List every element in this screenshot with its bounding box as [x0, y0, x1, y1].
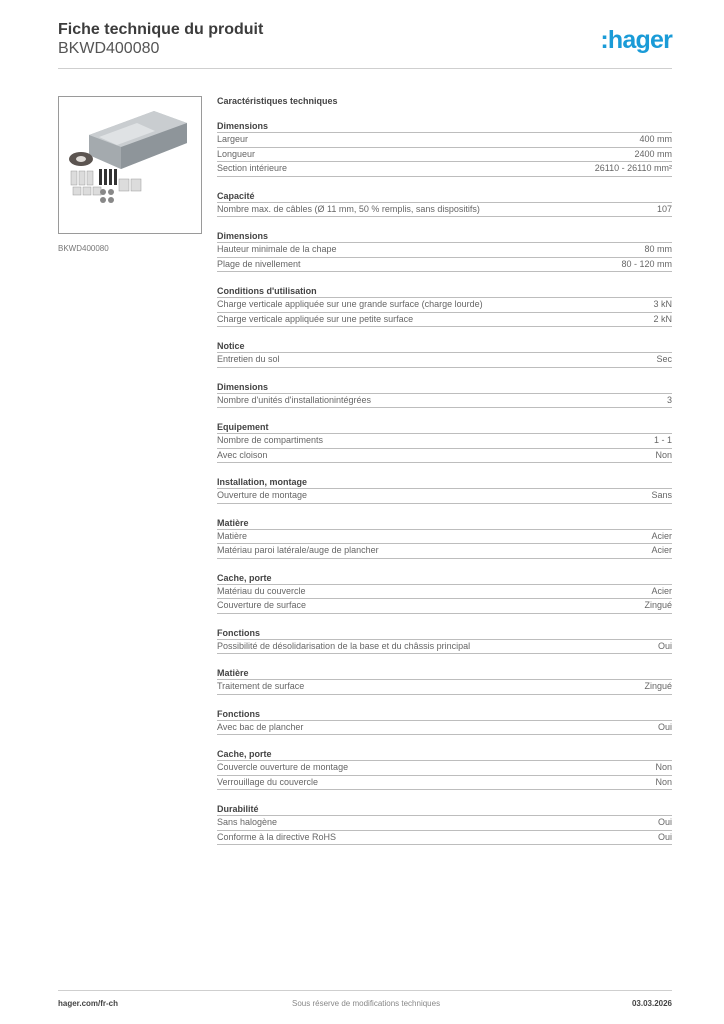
product-image	[58, 96, 202, 234]
spec-label: Hauteur minimale de la chape	[217, 244, 337, 254]
spec-value: Oui	[657, 817, 672, 827]
spec-value: Oui	[657, 831, 672, 842]
spec-label: Charge verticale appliquée sur une petite surface	[217, 313, 414, 324]
spec-label: Possibilité de désolidarisation de la base et du châssis principal	[217, 640, 471, 651]
spec-value: Acier	[651, 585, 672, 596]
page-title: Fiche technique du produit	[58, 21, 264, 38]
spec-group	[217, 663, 672, 695]
spec-label: Matière	[217, 530, 248, 541]
spec-row	[217, 313, 672, 328]
spec-group-title: Conditions d'utilisation	[217, 281, 672, 298]
spec-row	[217, 761, 672, 776]
spec-label: Nombre max. de câbles (Ø 11 mm, 50 % remplis, sans dispositifs)	[217, 203, 480, 214]
group-spacer	[217, 272, 672, 281]
spec-row	[217, 203, 672, 218]
spec-row	[217, 776, 672, 791]
header-divider	[58, 68, 672, 69]
spec-row	[217, 434, 672, 449]
document-date: 03.03.2026	[631, 999, 672, 1008]
spec-row	[217, 640, 672, 655]
spec-group-title: Matière	[217, 663, 672, 680]
spec-group-title: Equipement	[217, 417, 672, 434]
group-spacer	[217, 368, 672, 377]
spec-value: 26110 - 26110 mm²	[594, 163, 672, 173]
spec-label: Verrouillage du couvercle	[217, 776, 319, 787]
spec-group	[217, 799, 672, 845]
spec-group	[217, 281, 672, 327]
spec-label: Couverture de surface	[217, 600, 307, 610]
spec-value: Sans	[651, 490, 672, 500]
spec-row	[217, 816, 672, 831]
spec-group	[217, 744, 672, 790]
spec-group	[217, 116, 672, 177]
spec-group-title: Cache, porte	[217, 744, 672, 761]
spec-row	[217, 243, 672, 258]
spec-group	[217, 336, 672, 368]
spec-group	[217, 186, 672, 218]
group-spacer	[217, 735, 672, 744]
spec-row	[217, 258, 672, 273]
spec-row	[217, 831, 672, 846]
spec-label: Ouverture de montage	[217, 490, 308, 500]
group-spacer	[217, 177, 672, 186]
spec-row	[217, 148, 672, 163]
image-caption: BKWD400080	[58, 244, 109, 253]
spec-row	[217, 530, 672, 545]
spec-label: Largeur	[217, 134, 249, 144]
group-spacer	[217, 695, 672, 704]
spec-value: 3	[666, 394, 672, 405]
spec-label: Avec bac de plancher	[217, 721, 304, 732]
hager-logo: :hager	[600, 26, 672, 54]
spec-label: Nombre de compartiments	[217, 435, 324, 445]
spec-group	[217, 568, 672, 614]
spec-value: Oui	[657, 721, 672, 732]
group-spacer	[217, 790, 672, 799]
group-spacer	[217, 327, 672, 336]
spec-label: Section intérieure	[217, 163, 288, 173]
spec-row	[217, 162, 672, 177]
spec-value: 80 mm	[644, 244, 672, 254]
spec-value: Non	[655, 762, 672, 772]
disclaimer: Sous réserve de modifications techniques	[292, 999, 441, 1008]
spec-group	[217, 226, 672, 272]
technical-specs	[217, 96, 672, 845]
spec-row	[217, 599, 672, 614]
spec-group	[217, 623, 672, 655]
spec-value: 80 - 120 mm	[621, 258, 672, 269]
spec-group-title: Dimensions	[217, 226, 672, 243]
spec-label: Charge verticale appliquée sur une grande surface (charge lourde)	[217, 299, 483, 309]
website-link[interactable]: hager.com/fr-ch	[58, 999, 119, 1008]
spec-row	[217, 544, 672, 559]
spec-row	[217, 394, 672, 409]
spec-value: 2400 mm	[634, 148, 672, 159]
spec-groups	[217, 116, 672, 845]
spec-label: Traitement de surface	[217, 681, 305, 691]
spec-label: Conforme à la directive RoHS	[217, 831, 337, 842]
spec-group-title: Capacité	[217, 186, 672, 203]
spec-value: Zingué	[644, 681, 672, 691]
spec-value: 3 kN	[653, 299, 672, 309]
spec-label: Nombre d'unités d'installationintégrées	[217, 394, 372, 405]
spec-row	[217, 353, 672, 368]
spec-group-title: Cache, porte	[217, 568, 672, 585]
spec-row	[217, 489, 672, 504]
spec-value: Oui	[657, 640, 672, 651]
spec-row	[217, 721, 672, 736]
spec-group-title: Dimensions	[217, 377, 672, 394]
spec-group	[217, 513, 672, 559]
spec-label: Entretien du sol	[217, 354, 280, 364]
spec-group-title: Durabilité	[217, 799, 672, 816]
product-illustration-icon	[59, 97, 201, 233]
spec-label: Avec cloison	[217, 449, 268, 460]
spec-value: 1 - 1	[653, 435, 672, 445]
product-code: BKWD400080	[58, 40, 160, 57]
spec-row	[217, 449, 672, 464]
group-spacer	[217, 463, 672, 472]
spec-group-title: Dimensions	[217, 116, 672, 133]
spec-label: Matériau du couvercle	[217, 585, 306, 596]
spec-value: Sec	[656, 354, 672, 364]
spec-value: Acier	[651, 530, 672, 541]
spec-row	[217, 298, 672, 313]
page-header	[58, 20, 672, 70]
spec-row	[217, 133, 672, 148]
group-spacer	[217, 408, 672, 417]
spec-group-title: Fonctions	[217, 623, 672, 640]
spec-label: Couvercle ouverture de montage	[217, 762, 349, 772]
group-spacer	[217, 559, 672, 568]
spec-value: 400 mm	[639, 134, 672, 144]
group-spacer	[217, 217, 672, 226]
group-spacer	[217, 504, 672, 513]
spec-row	[217, 585, 672, 600]
spec-value: Non	[655, 449, 672, 460]
footer-divider	[58, 990, 672, 991]
group-spacer	[217, 614, 672, 623]
spec-value: Non	[655, 776, 672, 787]
spec-group-title: Notice	[217, 336, 672, 353]
spec-label: Longueur	[217, 148, 256, 159]
spec-group-title: Matière	[217, 513, 672, 530]
spec-group-title: Fonctions	[217, 704, 672, 721]
spec-value: 107	[656, 203, 672, 214]
spec-group	[217, 704, 672, 736]
spec-value: Zingué	[644, 600, 672, 610]
spec-label: Matériau paroi latérale/auge de plancher	[217, 545, 379, 555]
spec-row	[217, 680, 672, 695]
spec-group	[217, 417, 672, 463]
spec-label: Sans halogène	[217, 817, 278, 827]
spec-value: Acier	[651, 545, 672, 555]
spec-label: Plage de nivellement	[217, 258, 301, 269]
spec-value: 2 kN	[653, 313, 672, 324]
spec-group	[217, 472, 672, 504]
specs-heading: Caractéristiques techniques	[217, 96, 338, 106]
spec-group	[217, 377, 672, 409]
spec-group-title: Installation, montage	[217, 472, 672, 489]
group-spacer	[217, 654, 672, 663]
